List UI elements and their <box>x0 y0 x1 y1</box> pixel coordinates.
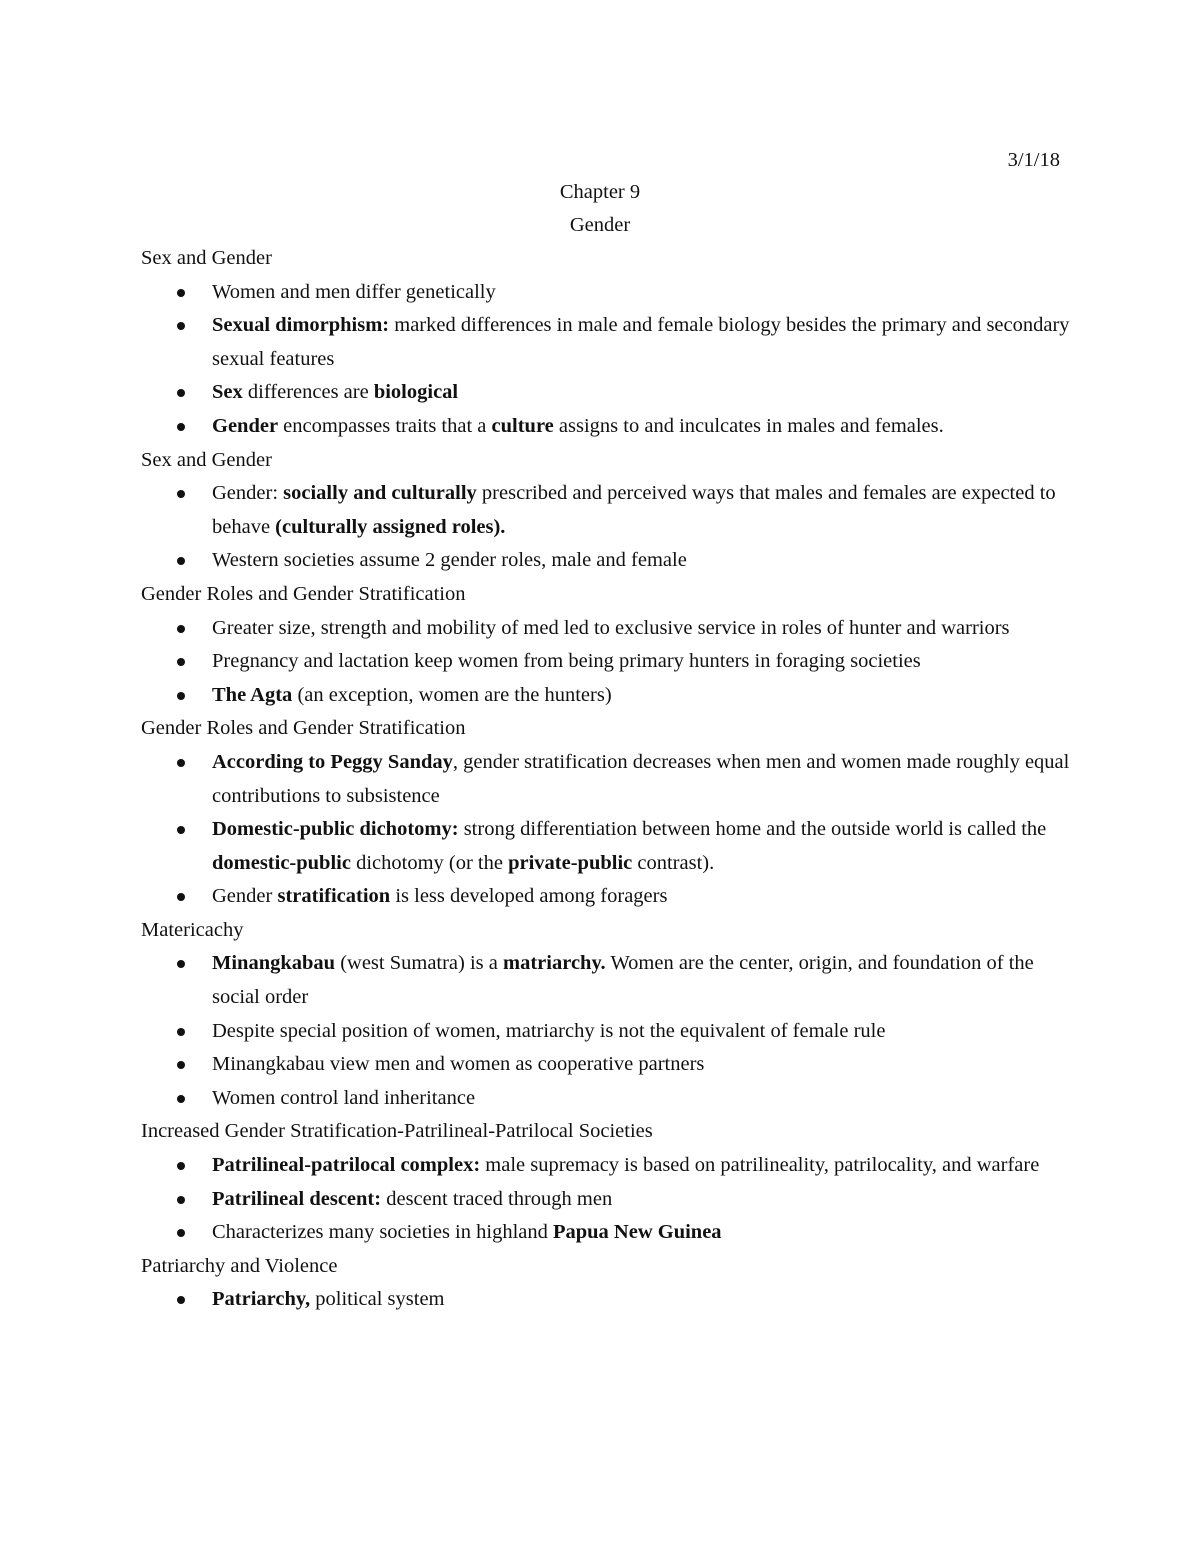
bullet-icon <box>177 1028 185 1036</box>
bold-term: Minangkabau <box>212 952 336 975</box>
list-item <box>141 544 1071 578</box>
list-item <box>141 309 1071 376</box>
bullet-list <box>141 947 1071 1115</box>
list-item <box>141 376 1071 410</box>
bold-term: Patrilineal-patrilocal complex: <box>212 1154 481 1177</box>
bullet-list <box>141 746 1071 914</box>
list-item <box>141 276 1071 310</box>
text-run: Minangkabau view men and women as cooperative partners <box>212 1053 705 1076</box>
bold-term: Papua New Guinea <box>552 1221 722 1244</box>
list-item <box>141 1015 1071 1049</box>
bullet-icon <box>177 692 185 700</box>
list-item <box>141 1283 1071 1317</box>
bullet-icon <box>177 1095 185 1103</box>
text-run: dichotomy (or the <box>350 851 509 874</box>
bullet-icon <box>177 1296 185 1304</box>
bold-term: (culturally assigned roles). <box>275 515 506 538</box>
bold-term: Patriarchy, <box>212 1288 311 1311</box>
section-heading: Gender Roles and Gender Stratification <box>141 582 466 605</box>
list-item <box>141 1048 1071 1082</box>
list-item <box>141 1183 1071 1217</box>
text-run: marked differences in male and female biology besides the primary and secondary sexual features <box>212 314 1070 370</box>
list-item <box>141 746 1071 813</box>
bold-term: According to Peggy Sanday <box>212 750 453 773</box>
bullet-icon <box>177 625 185 633</box>
bullet-icon <box>177 960 185 968</box>
section-heading: Patriarchy and Violence <box>141 1254 338 1277</box>
text-run: Greater size, strength and mobility of med led to exclusive service in roles of hunter and warriors <box>212 616 1010 639</box>
bullet-icon <box>177 759 185 767</box>
section-heading: Matericachy <box>141 918 244 941</box>
text-run: contrast). <box>632 851 715 874</box>
bold-term: stratification <box>277 885 391 908</box>
list-item <box>141 612 1071 646</box>
list-item <box>141 947 1071 1014</box>
list-item <box>141 1082 1071 1116</box>
bold-term: biological <box>373 381 459 404</box>
notes-body <box>141 242 1071 1317</box>
text-run: , gender stratification decreases when men and women made roughly equal contributions to subsistence <box>212 750 1070 807</box>
section-heading: Increased Gender Stratification-Patrilineal-Patrilocal Societies <box>141 1120 653 1143</box>
bullet-icon <box>177 1229 185 1237</box>
bold-term: Gender <box>212 414 279 437</box>
bold-term: private-public <box>508 851 633 874</box>
bullet-list <box>141 276 1071 444</box>
list-item <box>141 645 1071 679</box>
bold-term: Sex <box>212 381 243 404</box>
bullet-icon <box>177 557 185 565</box>
text-run: strong differentiation between home and the outside world is called the <box>458 818 1047 841</box>
bullet-icon <box>177 490 185 498</box>
bold-term: The Agta <box>212 683 293 706</box>
text-run: Women and men differ genetically <box>212 280 496 303</box>
text-run: descent traced through men <box>381 1187 613 1210</box>
text-run: Women are the center, origin, and foundation of the social order <box>212 952 1034 1009</box>
list-item <box>141 1149 1071 1183</box>
text-run: (an exception, women are the hunters) <box>292 683 612 706</box>
list-item <box>141 1216 1071 1250</box>
section-heading: Sex and Gender <box>141 247 272 269</box>
bold-term: Sexual dimorphism: <box>212 314 390 337</box>
list-item <box>141 813 1071 880</box>
bold-term: socially and culturally <box>283 482 477 505</box>
list-item <box>141 880 1071 914</box>
bold-term: culture <box>491 414 554 437</box>
text-run: Western societies assume 2 gender roles, male and female <box>212 549 687 572</box>
text-run: encompasses traits that a <box>278 414 492 437</box>
text-run: Pregnancy and lactation keep women from being primary hunters in foraging societies <box>212 650 921 673</box>
text-run: Despite special position of women, matriarchy is not the equivalent of female rule <box>212 1019 886 1042</box>
text-run: Women control land inheritance <box>212 1086 476 1109</box>
section-heading: Gender Roles and Gender Stratification <box>141 717 466 740</box>
bullet-list <box>141 612 1071 713</box>
bold-term: Domestic-public dichotomy: <box>212 818 459 841</box>
bullet-list <box>141 1283 1071 1317</box>
list-item <box>141 477 1071 544</box>
text-run: Gender: <box>212 482 284 505</box>
text-run: differences are <box>242 381 374 404</box>
text-run: prescribed and perceived ways that males and females are expected to behave <box>212 482 1056 538</box>
bullet-icon <box>177 289 185 297</box>
bold-term: matriarchy. <box>503 952 606 975</box>
bullet-icon <box>177 893 185 901</box>
text-run: is less developed among foragers <box>390 885 668 908</box>
document-title: Chapter 9 <box>559 181 641 203</box>
bullet-icon <box>177 1061 185 1069</box>
text-run: assigns to and inculcates in males and females. <box>553 414 944 437</box>
document-subtitle: Gender <box>569 214 631 236</box>
bold-term: Patrilineal descent: <box>212 1187 382 1210</box>
list-item <box>141 410 1071 444</box>
bullet-icon <box>177 423 185 431</box>
text-run: male supremacy is based on patrilineality, patrilocality, and warfare <box>480 1154 1040 1177</box>
bullet-icon <box>177 1196 185 1204</box>
text-run: (west Sumatra) is a <box>335 952 504 975</box>
document-date: 3/1/18 <box>1007 149 1060 171</box>
text-run: political system <box>310 1288 445 1311</box>
text-run: Gender <box>212 885 278 908</box>
bullet-icon <box>177 322 185 330</box>
section-heading: Sex and Gender <box>141 448 272 471</box>
text-run: Characterizes many societies in highland <box>212 1221 553 1244</box>
list-item <box>141 679 1071 713</box>
bullet-icon <box>177 389 185 397</box>
bold-term: domestic-public <box>212 851 351 874</box>
bullet-icon <box>177 826 185 834</box>
bullet-list <box>141 1149 1071 1250</box>
bullet-icon <box>177 1162 185 1170</box>
bullet-icon <box>177 658 185 666</box>
bullet-list <box>141 477 1071 578</box>
